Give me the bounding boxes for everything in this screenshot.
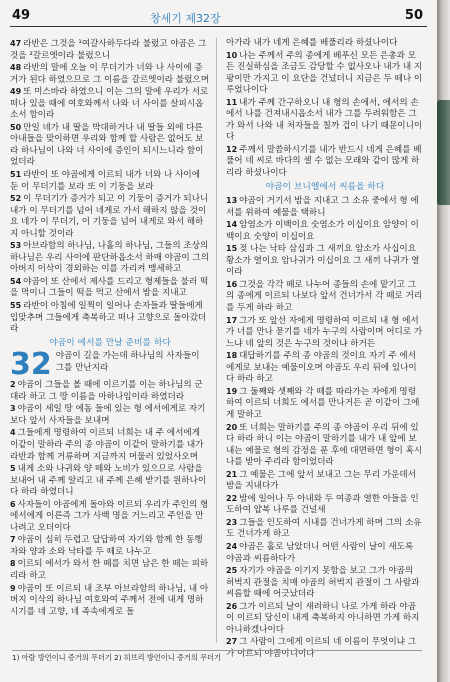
verse-text: 또 미스바라 하였으니 이는 그의 말에 우리가 서로 떠나 있을 때에 여호와께서 나와 너 사이를 살피시옵소서 함이라 <box>10 87 209 121</box>
chapter-start <box>10 347 210 383</box>
verse-number: 26 <box>226 601 238 611</box>
verse-number: 27 <box>226 637 238 647</box>
verse-number: 16 <box>226 279 238 289</box>
page-header <box>0 6 437 28</box>
verse-text: 그것을 각각 떼로 나누어 종들의 손에 맡기고 그의 종에게 이르되 나보다 앞서 건너가서 각 떼로 거리를 두게 하라 하고 <box>226 279 423 314</box>
right-text-column <box>226 38 424 659</box>
verse-text: 대답하기를 주의 종 야곱의 것이요 자기 주 에서에게로 보내는 예물이오며 야곱도 우리 뒤에 있나이다 하라 하고 <box>226 351 417 385</box>
verse <box>10 534 210 558</box>
verse-text: 야곱이 또 이르되 내 조부 아브라함의 하나님, 내 아버지 이삭의 하나님 여호와여 주께서 전에 내게 명하시기를 네 고향, 네 족속에게로 돌 <box>10 583 209 617</box>
verse <box>226 422 424 469</box>
verse-text: 야곱이 길을 가는데 하나님의 사자들이 그를 만난지라 <box>55 351 200 373</box>
verse-text: 사자들이 야곱에게 돌아와 이르되 우리가 주인의 형 에서에게 이른즉 그가 사백 명을 거느리고 주인을 만나려고 오더이다 <box>10 499 209 533</box>
verse-text: 그 둘째와 셋째와 각 떼를 따라가는 자에게 명령하여 이르되 너희도 에서를 만나거든 곧 이같이 그에게 말하고 <box>226 386 420 420</box>
verse-number: 51 <box>10 170 22 180</box>
verse-text: 라반의 말에 오늘 이 무더기가 너와 나 사이에 증거가 된다 하였으므로 그 이름을 갈르엣이라 불렀으며 <box>10 63 210 85</box>
verse <box>10 558 210 582</box>
verse <box>226 50 424 97</box>
column-divider <box>216 38 217 643</box>
verse-number: 55 <box>10 301 22 311</box>
verse <box>226 386 424 422</box>
verse-text: 밤에 일어나 두 아내와 두 여종과 열한 아들을 인도하여 얍복 나루를 건널새 <box>226 493 419 516</box>
verse <box>226 243 424 279</box>
verse-text: 그들을 인도하여 시내를 건너가게 하며 그의 소유도 건너가게 하고 <box>226 517 422 540</box>
verse-text: 자기가 야곱을 이기지 못함을 보고 그가 야곱의 허벅지 관절을 치매 야곱의 허벅지 관절이 그 사람과 씨름할 때에 어긋났더라 <box>226 566 420 600</box>
section-heading: 야곱이 브니엘에서 씨름을 하다 <box>265 181 385 192</box>
verse-number: 23 <box>226 517 238 527</box>
verse <box>10 240 210 276</box>
verse-text: 그가 또 앞선 자에게 명령하여 이르되 내 형 에서가 너를 만나 묻기를 네가 누구의 사람이며 어디로 가느냐 네 앞의 것은 누구의 것이냐 하거든 <box>226 315 423 349</box>
verse <box>10 403 210 427</box>
verse <box>226 219 424 243</box>
verse-number: 3 <box>10 404 16 414</box>
verse <box>10 193 210 240</box>
verse-number: 17 <box>226 315 238 325</box>
verse-number: 52 <box>10 194 22 204</box>
verse <box>226 195 424 219</box>
verse-number: 14 <box>226 220 238 230</box>
verse-text: 그가 이르되 날이 새려하니 나로 가게 하라 야곱이 이르되 당신이 내게 축복하지 아니하면 가게 하지 아니하겠나이다 <box>226 601 420 635</box>
verse <box>10 499 210 535</box>
verse <box>226 279 424 315</box>
verse-text: 아브라함의 하나님, 나홀의 하나님, 그들의 조상의 하나님은 우리 사이에 판단하옵소서 하매 야곱이 그의 아버지 이삭이 경외하는 이를 가리켜 맹세하고 <box>10 241 210 275</box>
verse-text: 그 예물은 그에 앞서 보내고 그는 무리 가운데서 밤을 지내다가 <box>226 469 416 492</box>
verse <box>226 517 424 541</box>
verse-number: 53 <box>10 241 22 251</box>
verse <box>226 541 424 565</box>
verse-number: 20 <box>226 422 238 432</box>
verse-text: 라반은 그것을 ¹여갈사하두다라 불렀고 야곱은 그것을 ²갈르엣이라 불렀으니 <box>10 39 207 61</box>
verse-text: 젖 나는 낙타 삼십과 그 새끼요 암소가 사십이요 황소가 열이요 암나귀가 이십이요 그 새끼 나귀가 열이라 <box>226 244 420 278</box>
verse-text: 아가라 내가 네게 은혜를 베풀리라 하셨나이다 <box>226 38 398 48</box>
verse-number: 8 <box>10 559 16 569</box>
verse <box>226 493 424 517</box>
verse-number: 15 <box>226 244 238 254</box>
verse-number: 19 <box>226 386 238 396</box>
verse-number: 12 <box>226 144 238 154</box>
page-number-right: 50 <box>404 8 423 23</box>
verse-number: 50 <box>10 122 22 132</box>
verse-number: 9 <box>10 583 16 593</box>
verse-text: 야곱이 그들을 볼 때에 이르기를 이는 하나님의 군대라 하고 그 땅 이름을 마하나임이라 하였더라 <box>10 380 203 402</box>
verse-text: 라반이 또 야곱에게 이르되 내가 너와 나 사이에 둔 이 무더기를 보라 또 이 기둥을 보라 <box>10 170 200 192</box>
verse <box>10 86 210 122</box>
verse-text: 라반이 아침에 일찍이 일어나 손자들과 딸들에게 입맞추며 그들에게 축복하고 떠나 고향으로 돌아갔더라 <box>10 301 207 335</box>
verse-text: 야곱은 홀로 남았더니 어떤 사람이 날이 새도록 야곱과 씨름하다가 <box>226 541 414 564</box>
verse-number: 7 <box>10 535 16 545</box>
verse-number: 24 <box>226 541 238 551</box>
verse <box>226 601 424 637</box>
verse-text: 내게 소와 나귀와 양 떼와 노비가 있으므로 사람을 보내어 내 주께 알리고 내 주께 은혜 받기를 원하나이다 하라 하였더니 <box>10 464 207 498</box>
book-chapter-title: 창세기 제32장 <box>150 12 221 25</box>
verse <box>10 379 210 403</box>
verse-text: 야곱이 거기서 밤을 지내고 그 소유 중에서 형 에서를 위하여 예물을 택하니 <box>226 196 419 218</box>
verse <box>226 97 424 144</box>
verse-text: 또 너희는 말하기를 주의 종 야곱이 우리 뒤에 있다 하라 하니 이는 야곱이 말하기를 내가 내 앞에 보내는 예물로 형의 감정을 푼 후에 대면하면 형이 혹시 나를 받아 주리라 함이었더라 <box>226 422 423 468</box>
verse-text: 이르되 에서가 와서 한 떼를 치면 남은 한 떼는 피하리라 하고 <box>10 559 209 581</box>
verse <box>226 315 424 351</box>
verse-number: 21 <box>226 469 238 479</box>
verse-text: 주께서 말씀하시기를 내가 반드시 네게 은혜를 베풀어 네 씨로 바다의 셀 수 없는 모래와 같이 많게 하리라 하셨나이다 <box>226 144 422 179</box>
verse-number: 48 <box>10 63 22 73</box>
verse-text: 암염소가 이백이요 숫염소가 이십이요 암양이 이백이요 숫양이 이십이요 <box>226 220 419 242</box>
verse <box>10 300 210 336</box>
verse-text: 나는 주께서 주의 종에게 베푸신 모든 은총과 모든 진실하심을 조금도 감당할 수 없사오나 내가 내 지팡이만 가지고 이 요단을 건넜더니 지금은 두 떼나 이루었나이다 <box>226 50 423 96</box>
verse-number: 13 <box>226 196 238 206</box>
verse <box>226 469 424 493</box>
verse-number: 25 <box>226 566 238 576</box>
verse <box>226 38 424 50</box>
left-text-column <box>10 38 210 648</box>
verse-number: 47 <box>10 39 22 48</box>
chapter-number: 32 <box>10 347 52 383</box>
verse-text: 내가 주께 간구하오니 내 형의 손에서, 에서의 손에서 나를 건져내시옵소서 내가 그를 두려워함은 그가 와서 나와 내 처자들을 칠까 겁이 나기 때문이니이다 <box>226 97 423 143</box>
verse <box>10 169 210 193</box>
verse <box>10 427 210 463</box>
verse-number: 6 <box>10 499 16 509</box>
verse-text: 야곱이 심히 두렵고 답답하여 자기와 함께 한 동행자와 양과 소와 낙타를 두 떼로 나누고 <box>10 535 203 557</box>
verse-number: 2 <box>10 380 16 390</box>
verse-number: 49 <box>10 87 22 97</box>
verse-number: 54 <box>10 276 22 286</box>
verse-number: 11 <box>226 97 238 107</box>
page-number-left: 49 <box>12 8 31 23</box>
verse-text: 야곱이 또 산에서 제사를 드리고 형제들을 불러 떡을 먹이니 그들이 떡을 먹고 산에서 밤을 지내고 <box>10 276 209 299</box>
verse-text: 야곱이 세일 땅 에돔 들에 있는 형 에서에게로 자기보다 앞서 사자들을 보내며 <box>10 404 206 426</box>
thumb-index-tab <box>437 100 450 205</box>
verse <box>10 122 210 169</box>
verse-text: 만일 네가 내 딸을 박대하거나 내 딸들 외에 다른 아내들을 맞이하면 우리와 함께 할 사람은 없어도 보라 하나님이 나와 너 사이에 증인이 되시느니라 함이었더라 <box>10 122 204 168</box>
verse <box>226 144 424 180</box>
verse-text: 그 사람이 그에게 이르되 네 이름이 무엇이냐 그가 이르되 야곱이니이다 <box>226 637 416 659</box>
verse-text: 그들에게 명령하여 이르되 너희는 내 주 에서에게 이같이 말하라 주의 종 야곱이 이같이 말하기를 내가 라반과 함께 거류하며 지금까지 머물러 있었사오며 <box>10 428 204 462</box>
verse-number: 5 <box>10 464 16 474</box>
verse <box>10 276 210 300</box>
verse <box>226 350 424 386</box>
verse <box>10 62 210 86</box>
verse <box>226 565 424 601</box>
verse-number: 22 <box>226 493 238 503</box>
verse <box>10 38 210 62</box>
verse <box>10 463 210 499</box>
header-rule <box>10 26 427 27</box>
verse-number: 4 <box>10 428 16 438</box>
footnote: 1) 아람 방언이니 증거의 무더기 2) 히브리 방언이니 증거의 무더기 <box>12 650 422 663</box>
verse <box>10 583 210 619</box>
section-heading: 야곱이 에서를 만날 준비를 하다 <box>49 337 171 348</box>
verse-number: 18 <box>226 351 238 361</box>
verse-number: 10 <box>226 50 238 60</box>
verse-text: 이 무더기가 증거가 되고 이 기둥이 증거가 되나니 내가 이 무더기를 넘어 네게로 가서 해하지 않을 것이요 네가 이 무더기, 이 기둥을 넘어 내게로 와서 해하지 아니할 것이라 <box>10 194 209 239</box>
